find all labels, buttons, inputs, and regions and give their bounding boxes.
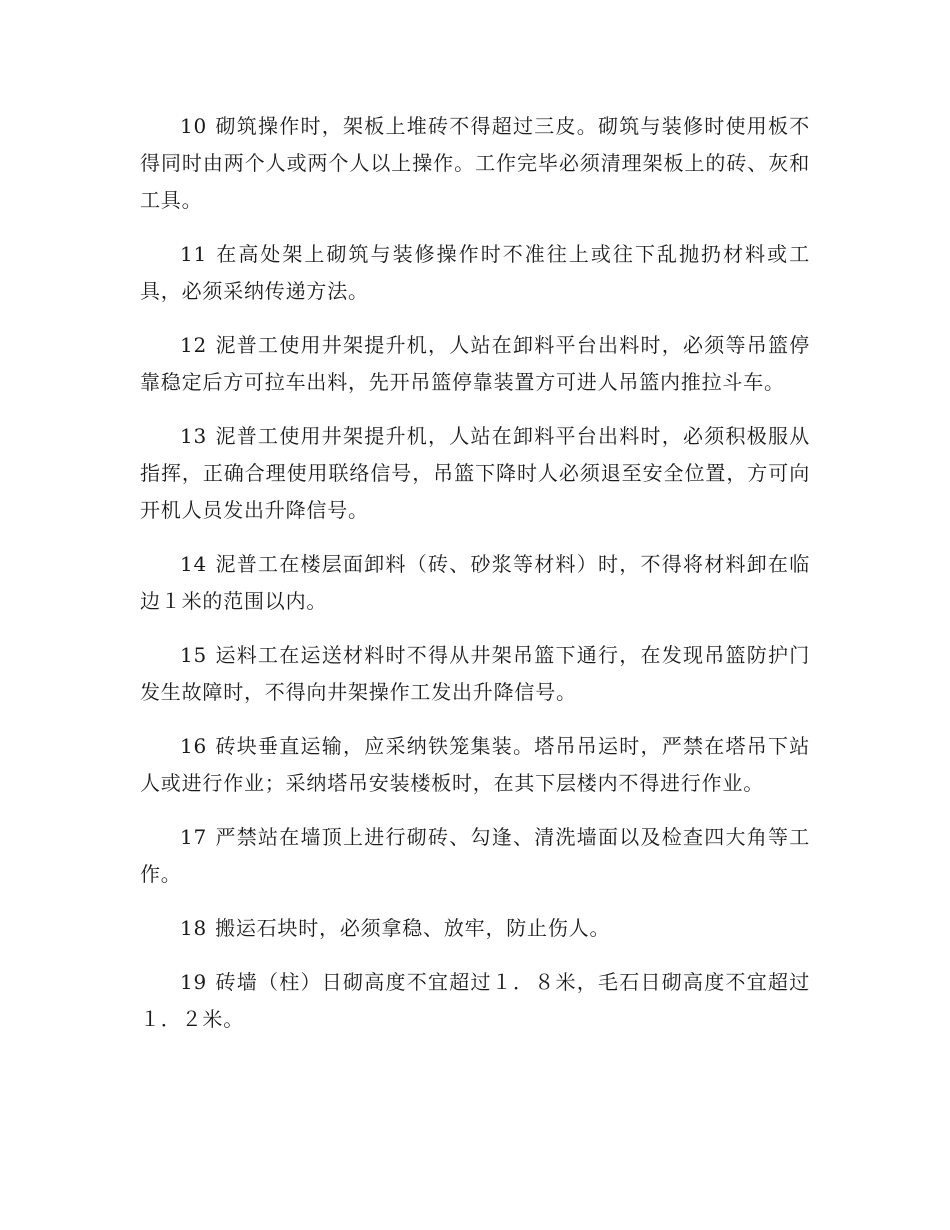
paragraph-11 — [140, 236, 810, 310]
paragraph-15 — [140, 637, 810, 711]
paragraph-12 — [140, 327, 810, 401]
paragraph-text: 在高处架上砌筑与装修操作时不准往上或往下乱抛扔材料或工具，必须采纳传递方法。 — [140, 242, 810, 303]
paragraph-number: 13 — [180, 424, 208, 448]
paragraph-text: 泥普工在楼层面卸料（砖、砂浆等材料）时，不得将材料卸在临边１米的范围以内。 — [140, 552, 810, 613]
paragraph-16 — [140, 728, 810, 802]
paragraph-17 — [140, 819, 810, 893]
paragraph-text: 砖墙（柱）日砌高度不宜超过１．８米，毛石日砌高度不宜超过１．２米。 — [140, 970, 810, 1031]
paragraph-13 — [140, 418, 810, 529]
paragraph-text: 搬运石块时，必须拿稳、放牢，防止伤人。 — [215, 916, 611, 940]
paragraph-text: 泥普工使用井架提升机，人站在卸料平台出料时，必须积极服从指挥，正确合理使用联络信号，吊篮下降时人必须退至安全位置，方可向开机人员发出升降信号。 — [140, 424, 810, 522]
paragraph-number: 12 — [180, 333, 208, 357]
paragraph-number: 17 — [180, 825, 208, 849]
paragraph-number: 18 — [180, 916, 208, 940]
paragraph-number: 10 — [180, 114, 208, 138]
paragraph-text: 砌筑操作时，架板上堆砖不得超过三皮。砌筑与装修时使用板不得同时由两个人或两个人以上操作。工作完毕必须清理架板上的砖、灰和工具。 — [140, 114, 810, 212]
paragraph-number: 19 — [180, 970, 208, 994]
paragraph-text: 运料工在运送材料时不得从井架吊篮下通行，在发现吊篮防护门发生故障时，不得向井架操作工发出升降信号。 — [140, 643, 810, 704]
paragraph-number: 14 — [180, 552, 208, 576]
paragraph-number: 15 — [180, 643, 208, 667]
paragraph-18 — [140, 910, 810, 947]
paragraph-text: 泥普工使用井架提升机，人站在卸料平台出料时，必须等吊篮停靠稳定后方可拉车出料，先开吊篮停靠装置方可进人吊篮内推拉斗车。 — [140, 333, 810, 394]
paragraph-text: 砖块垂直运输，应采纳铁笼集装。塔吊吊运时，严禁在塔吊下站人或进行作业；采纳塔吊安装楼板时，在其下层楼内不得进行作业。 — [140, 734, 810, 795]
paragraph-text: 严禁站在墙顶上进行砌砖、勾逢、清洗墙面以及检查四大角等工作。 — [140, 825, 810, 886]
paragraph-19 — [140, 964, 810, 1038]
paragraph-number: 16 — [180, 734, 208, 758]
paragraph-14 — [140, 546, 810, 620]
document-body — [140, 108, 810, 1055]
paragraph-10 — [140, 108, 810, 219]
paragraph-number: 11 — [180, 242, 208, 266]
